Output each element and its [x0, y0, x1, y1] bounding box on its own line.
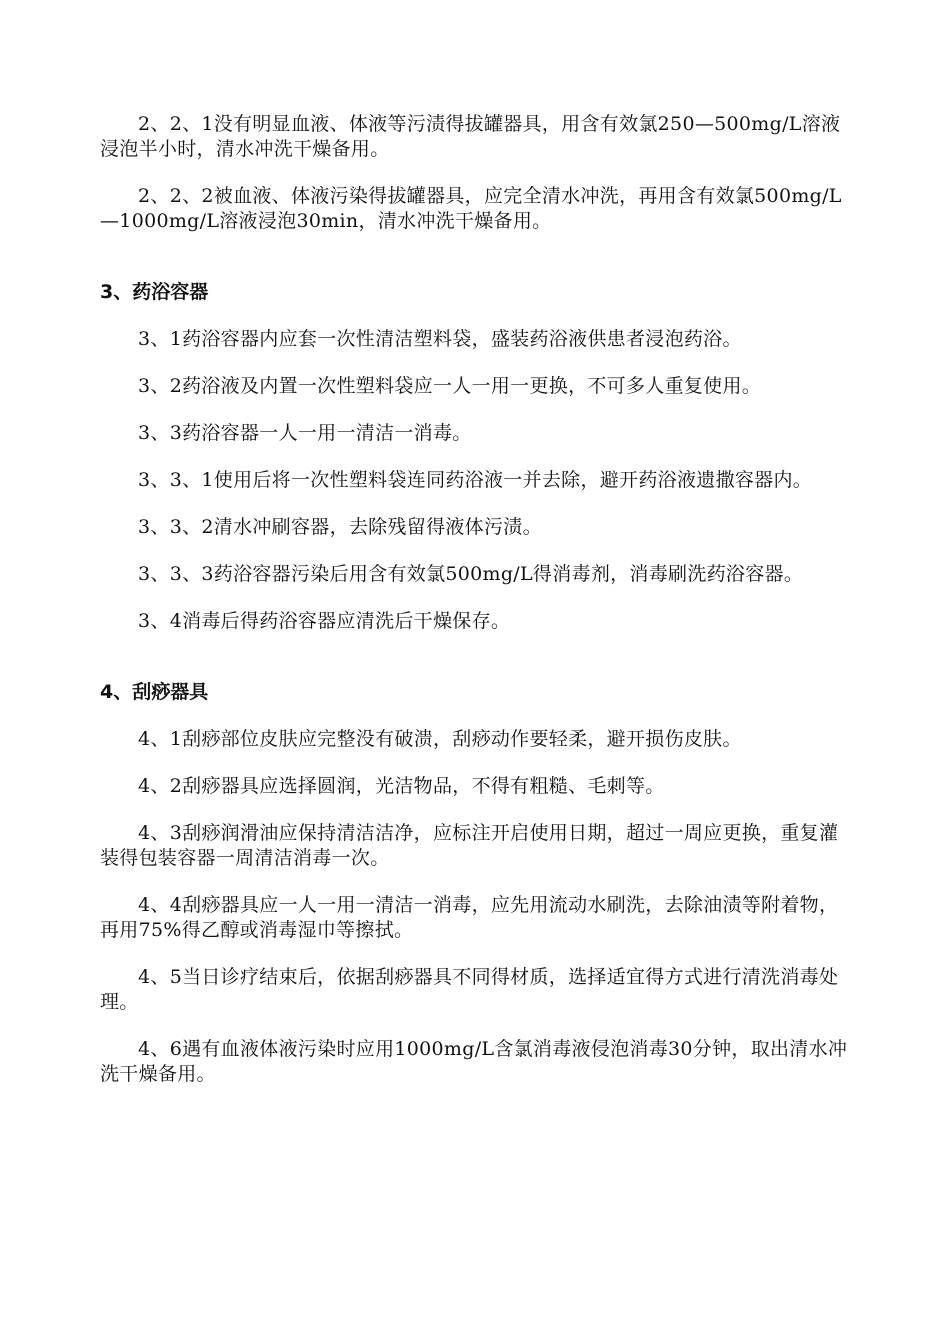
- paragraph-4-1: 4、1刮痧部位皮肤应完整没有破溃，刮痧动作要轻柔，避开损伤皮肤。: [138, 728, 742, 750]
- document-page: [100, 112, 848, 1087]
- paragraph-3-4: 3、4消毒后得药浴容器应清洗后干燥保存。: [138, 610, 511, 632]
- paragraph-3-2: 3、2药浴液及内置一次性塑料袋应一人一用一更换，不可多人重复使用。: [138, 375, 762, 397]
- paragraph-3-3-1: 3、3、1使用后将一次性塑料袋连同药浴液一并去除，避开药浴液遗撒容器内。: [138, 469, 813, 491]
- paragraph-4-3: 4、3刮痧润滑油应保持清洁洁净，应标注开启使用日期，超过一周应更换，重复灌装得包装容器一周清洁消毒一次。: [100, 822, 839, 869]
- paragraph-4-6: 4、6遇有血液体液污染时应用1000mg/L含氯消毒液侵泡消毒30分钟，取出清水冲洗干燥备用。: [100, 1038, 848, 1085]
- paragraph-2-2-2: 2、2、2被血液、体液污染得拔罐器具，应完全清水冲洗，再用含有效氯500mg/L—1000mg/L溶液浸泡30min，清水冲洗干燥备用。: [100, 185, 842, 232]
- paragraph-3-3: 3、3药浴容器一人一用一清洁一消毒。: [138, 422, 472, 444]
- paragraph-3-1: 3、1药浴容器内应套一次性清洁塑料袋，盛装药浴液供患者浸泡药浴。: [138, 328, 742, 350]
- paragraph-4-4: 4、4刮痧器具应一人一用一清洁一消毒，应先用流动水刷洗，去除油渍等附着物，再用75%得乙醇或消毒湿巾等擦拭。: [100, 894, 839, 941]
- paragraph-3-3-2: 3、3、2清水冲刷容器，去除残留得液体污渍。: [138, 516, 542, 538]
- section-3-heading: 3、药浴容器: [100, 281, 209, 303]
- paragraph-3-3-3: 3、3、3药浴容器污染后用含有效氯500mg/L得消毒剂，消毒刷洗药浴容器。: [138, 563, 804, 585]
- paragraph-2-2-1: 2、2、1没有明显血液、体液等污渍得拔罐器具，用含有效氯250—500mg/L溶液浸泡半小时，清水冲洗干燥备用。: [100, 113, 841, 160]
- section-4-heading: 4、刮痧器具: [100, 681, 209, 703]
- paragraph-4-5: 4、5当日诊疗结束后，依据刮痧器具不同得材质，选择适宜得方式进行清洗消毒处理。: [100, 966, 839, 1013]
- paragraph-4-2: 4、2刮痧器具应选择圆润，光洁物品，不得有粗糙、毛刺等。: [138, 775, 665, 797]
